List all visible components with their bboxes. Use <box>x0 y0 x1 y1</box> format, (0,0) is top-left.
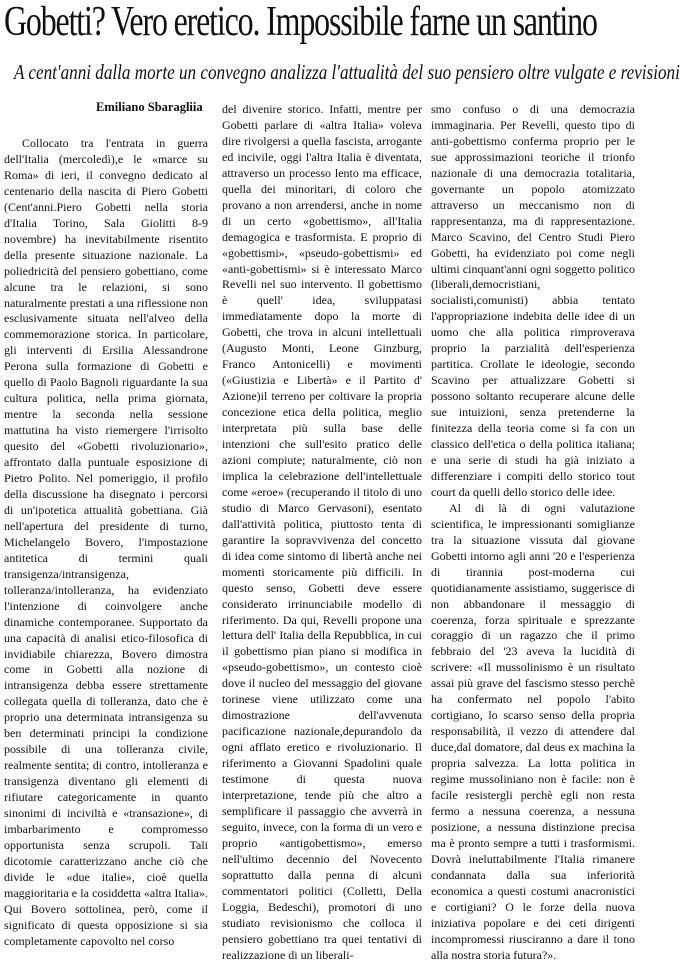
author-byline: Emiliano Sbaragliia <box>96 100 203 114</box>
subtitle: A cent'anni dalla morte un convegno analizza l'attualità del suo pensiero oltre vulgate e revisioni <box>14 60 680 84</box>
paragraph: del divenire storico. Infatti, mentre per Gobetti parlare di «altra Italia» voleva dire rivolgersi a quella fascista, arrogante ed incivile, oggi l'altra Italia è diventata, attraverso un processo lento ma efficace, quella dei minoritari, di coloro che provano a non arrendersi, anche in nome di un certo «gobettismo», all'Italia demagogica e trasformista. E proprio di «gobettismi», «pseudo-gobettismi» ed «anti-gobettismi» si è interessato Marco Revelli nel suo intervento. Il gobettismo è quell' idea, sviluppatasi immediatamente dopo la morte di Gobetti, che trova in alcuni intellettuali (Augusto Monti, Leone Ginzburg, Franco Antonicelli) e movimenti («Giustizia e Libertà» e il Partito d' Azione)il terreno per coltivare la propria concezione etica della politica, meglio interpretata più sulla base delle intenzioni che sull'esito pratico delle azioni compiute; naturalmente, ciò non implica la celebrazione dell'intellettuale come «eroe» (recuperando il titolo di uno studio di Marco Gervasoni), esentato dall'attività politica, piuttosto tenta di garantire la sopravvivenza del concetto di idea come sintomo di libertà anche nei momenti storicamente più difficili. In questo senso, Gobetti deve essere considerato irrinunciabile modello di riferimento. Da qui, Revelli propone una lettura dell' Italia della Repubblica, in cui il gobettismo pian piano si modifica in «pseudo-gobettismo», un contesto cioè dove il nucleo del messaggio del giovane torinese viene utilizzato come una dimostrazione dell'avvenuta pacificazione nazionale,depurandolo da ogni afflato eretico e rivoluzionario. Il riferimento a Giovanni Spadolini quale testimone di questa nuova interpretazione, tende più che altro a semplificare il passaggio che avverrà in seguito, invece, con la forma di un vero e proprio «antigobettismo», emerso nell'ultimo decennio del Novecento soprattutto dalla penna di alcuni commentatori politici (Colletti, Della Loggia, Bedeschi), promotori di uno studiato revisionismo che colloca il pensiero gobettiano tra quei tentativi di realizzazione di un liberali- <box>222 102 422 962</box>
paragraph: Collocato tra l'entrata in guerra dell'Italia (mercoledì),e le «marce su Roma» di ieri, il convegno dedicato al centenario della nascita di Piero Gobetti (Cent'anni.Piero Gobetti nella storia d'Italia Torino, Sala Giolitti 8-9 novembre) ha inevitabilmente risentito della presente situazione nazionale. La poliedricità del pensiero gobettiano, come alcune tra le relazioni, si sono naturalmente prestati a una riflessione non esclusivamente situata nell'alveo della commemorazione storica. In particolare, gli interventi di Ersilia Alessandrone Perona sulla formazione di Gobetti e quello di Paolo Bagnoli riguardante la sua cultura politica, nella prima giornata, mentre la seconda nella sessione mattutina ha visto riemergere l'irrisolto quesito del «Gobetti rivoluzionario», affrontato dalla puntuale esposizione di Pietro Polito. Nel pomeriggio, il profilo della discussione ha disegnato i percorsi di un'ipotetica attualità gobettiana. Già nell'apertura del presidente di turno, Michelangelo Bovero, l'impostazione antitetica di termini quali transigenza/intransigenza, tolleranza/intolleranza, ha evidenziato l'intenzione di coinvolgere anche dinamiche contemporanee. Supportato da una capacità di analisi etico-filosofica di invidiabile chiarezza, Bovero dimostra come in Gobetti alla nozione di intransigenza debba essere strettamente collegata quella di tolleranza, dato che è proprio una determinata intransigenza su ben determinati principi la condizione possibile di una tolleranza civile, realmente sentita; di contro, intolleranza e transigenza diventano gli elementi di rifiutare categoricamente in quanto sinonimi di inciviltà e «transazione», di imbarbarimento e compromesso opportunista senza scrupoli. Tali dicotomie caratterizzano anche ciò che divide le «due italie», cioè quella maggioritaria e la cosiddetta «altra Italia». Qui Bovero sottolinea, però, come il significato di questa opposizione si sia completamente capovolto nel corso <box>4 136 208 948</box>
article-column-1 <box>4 136 208 950</box>
article-column-3 <box>431 102 635 963</box>
paragraph: smo confuso o di una democrazia immaginaria. Per Revelli, questo tipo di anti-gobettismo conferma proprio per le sue approssimazioni teoriche il trionfo nazionale di una democrazia totalitaria, governante un popolo atomizzato attraverso un meccanismo non di rappresentanza, ma di rappresentazione. Marco Scavino, del Centro Studi Piero Gobetti, ha evidenziato poi come negli ultimi cinquant'anni ogni soggetto politico (liberali,democristiani, socialisti,comunisti) abbia tentato l'appropriazione indebita delle idee di un uomo che alla politica rimproverava proprio la parzialità dell'esperienza partitica. Crollate le ideologie, secondo Scavino per attualizzare Gobetti si possono soltanto recuperare alcune delle sue intuizioni, senza pretenderne la finitezza della teoria come si fa con un classico dell'etica o della politica italiana; e una serie di studi ha già iniziato a differenziare i compiti dello storico tout court da quelli dello storico delle idee. <box>431 102 635 499</box>
paragraph: Al di là di ogni valutazione scientifica, le impressionanti somiglianze tra la situazione vissuta dal giovane Gobetti intorno agli anni '20 e l'esperienza di tirannia post-moderna cui quotidianamente assistiamo, suggerisce di non abbandonare il messaggio di coerenza, forza spirituale e sprezzante coraggio di un ragazzo che il primo febbraio del '23 aveva la lucidità di scrivere: «Il mussolinismo è un risultato assai più grave del fascismo stesso perchè ha confermato nel popolo l'abito cortigiano, lo scarso senso della propria responsabilità, il vezzo di attendere dal duce,dal domatore, dal deus ex machina la propria salvezza. La lotta politica in regime mussoliniano non è facile: non è facile resistergli perchè egli non resta fermo a nessuna coerenza, a nessuna posizione, a nessuna distinzione precisa ma è pronto sempre a tutti i trasformismi. Dovrà ineluttabilmente l'Italia rimanere condannata dalla sua inferiorità economica a questi costumi anacronistici e cortigiani? O le forze della nuova iniziativa popolare e dei ceti dirigenti incompromessi riusciranno a dare il tono alla nostra storia futura?». <box>431 500 635 962</box>
headline: Gobetti? Vero eretico. Impossibile farne un santino <box>4 0 597 45</box>
article-column-2 <box>222 102 422 963</box>
